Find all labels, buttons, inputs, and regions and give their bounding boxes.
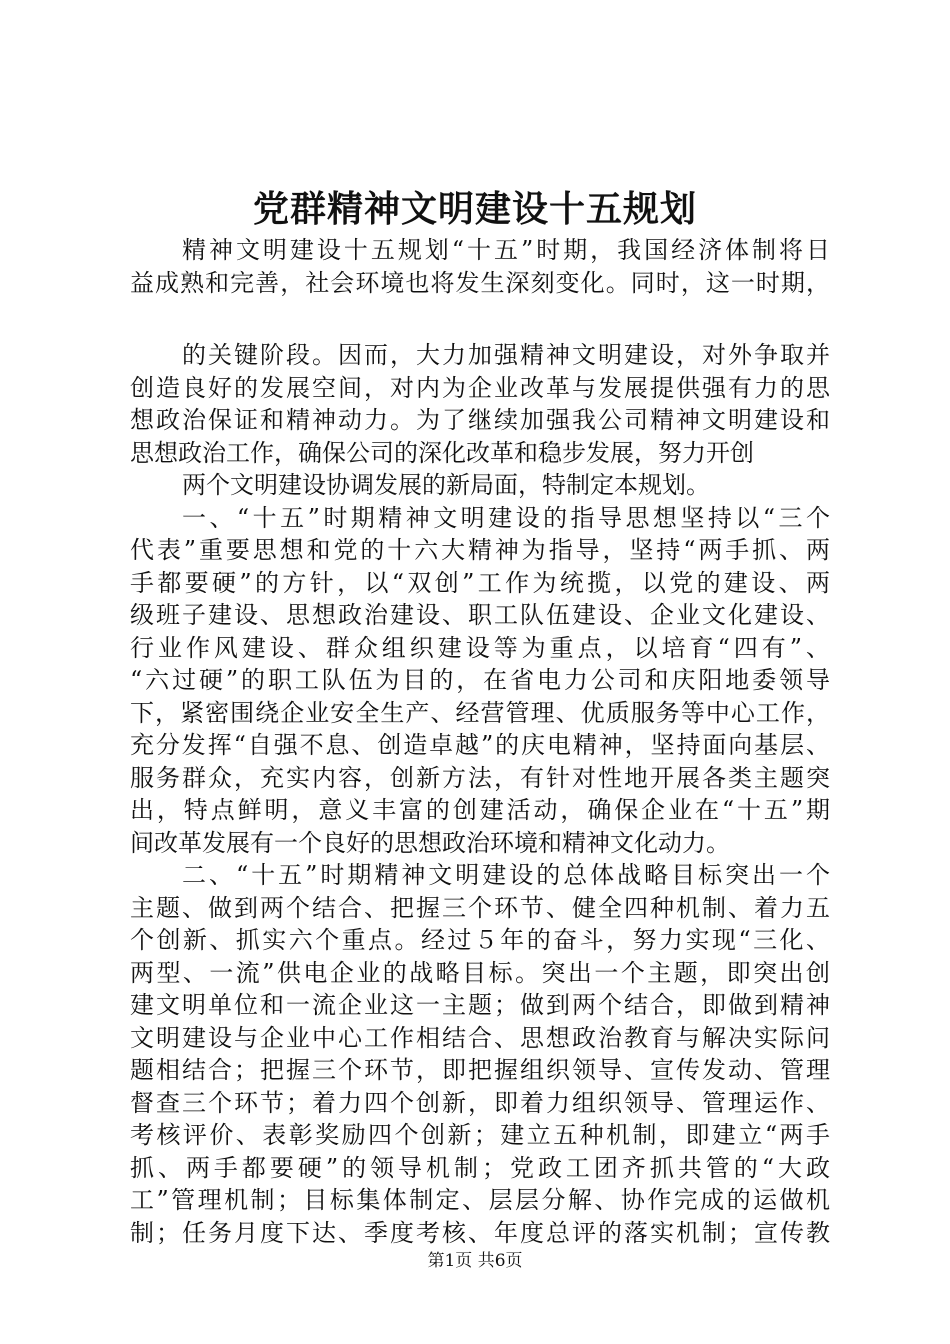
body-line: 思想政治工作，确保公司的深化改革和稳步发展，努力开创 bbox=[130, 438, 754, 467]
body-line: 益成熟和完善，社会环境也将发生深刻变化。同时，这一时期， bbox=[130, 268, 830, 297]
body-line: 督查三个环节；着力四个创新，即着力组织领导、管理运作、 bbox=[130, 1088, 830, 1117]
body-line: 手都要硬”的方针，以“双创”工作为统揽，以党的建设、两 bbox=[130, 568, 830, 597]
page-footer: 第1页 共6页 bbox=[427, 1251, 523, 1271]
body-line: 制；任务月度下达、季度考核、年度总评的落实机制；宣传教 bbox=[130, 1218, 830, 1247]
body-line: 充分发挥“自强不息、创造卓越”的庆电精神，坚持面向基层、 bbox=[130, 731, 830, 759]
body-line: 文明建设与企业中心工作相结合、思想政治教育与解决实际问 bbox=[130, 1023, 830, 1052]
body-line: 的关键阶段。因而，大力加强精神文明建设，对外争取并 bbox=[182, 341, 830, 369]
body-line: 两型、一流”供电企业的战略目标。突出一个主题，即突出创 bbox=[130, 958, 830, 987]
paragraph-gap bbox=[130, 299, 830, 339]
body-line: “六过硬”的职工队伍为目的，在省电力公司和庆阳地委领导 bbox=[130, 666, 830, 694]
document-title: 党群精神文明建设十五规划 bbox=[252, 188, 697, 230]
body-line: 建文明单位和一流企业这一主题；做到两个结合，即做到精神 bbox=[130, 991, 830, 1019]
document-body bbox=[130, 234, 830, 1249]
body-line: 下，紧密围绕企业安全生产、经营管理、优质服务等中心工作， bbox=[130, 698, 830, 727]
body-line: 考核评价、表彰奖励四个创新；建立五种机制，即建立“两手 bbox=[130, 1121, 830, 1149]
body-line: 代表”重要思想和党的十六大精神为指导，坚持“两手抓、两 bbox=[130, 536, 830, 564]
body-line: 一、“十五”时期精神文明建设的指导思想坚持以“三个 bbox=[182, 503, 830, 532]
body-line: 想政治保证和精神动力。为了继续加强我公司精神文明建设和 bbox=[130, 406, 830, 434]
body-line: 工”管理机制；目标集体制定、层层分解、协作完成的运做机 bbox=[130, 1186, 830, 1214]
body-line: 级班子建设、思想政治建设、职工队伍建设、企业文化建设、 bbox=[130, 601, 830, 629]
body-line: 两个文明建设协调发展的新局面，特制定本规划。 bbox=[182, 471, 710, 499]
body-line: 行业作风建设、群众组织建设等为重点，以培育“四有”、 bbox=[130, 633, 830, 662]
body-line: 二、“十五”时期精神文明建设的总体战略目标突出一个 bbox=[182, 861, 830, 889]
body-line: 个创新、抓实六个重点。经过５年的奋斗，努力实现“三化、 bbox=[130, 926, 830, 954]
body-line: 主题、做到两个结合、把握三个环节、健全四种机制、着力五 bbox=[130, 893, 830, 922]
body-line: 出，特点鲜明，意义丰富的创建活动，确保企业在“十五”期 bbox=[130, 796, 830, 824]
body-line: 间改革发展有一个良好的思想政治环境和精神文化动力。 bbox=[130, 828, 730, 857]
body-line: 创造良好的发展空间，对内为企业改革与发展提供强有力的思 bbox=[130, 373, 830, 402]
body-line: 服务群众，充实内容，创新方法，有针对性地开展各类主题突 bbox=[130, 763, 830, 792]
body-line: 题相结合；把握三个环节，即把握组织领导、宣传发动、管理 bbox=[130, 1056, 830, 1084]
body-line: 精神文明建设十五规划“十五”时期，我国经济体制将日 bbox=[182, 236, 830, 264]
body-line: 抓、两手都要硬”的领导机制；党政工团齐抓共管的“大政 bbox=[130, 1153, 830, 1182]
